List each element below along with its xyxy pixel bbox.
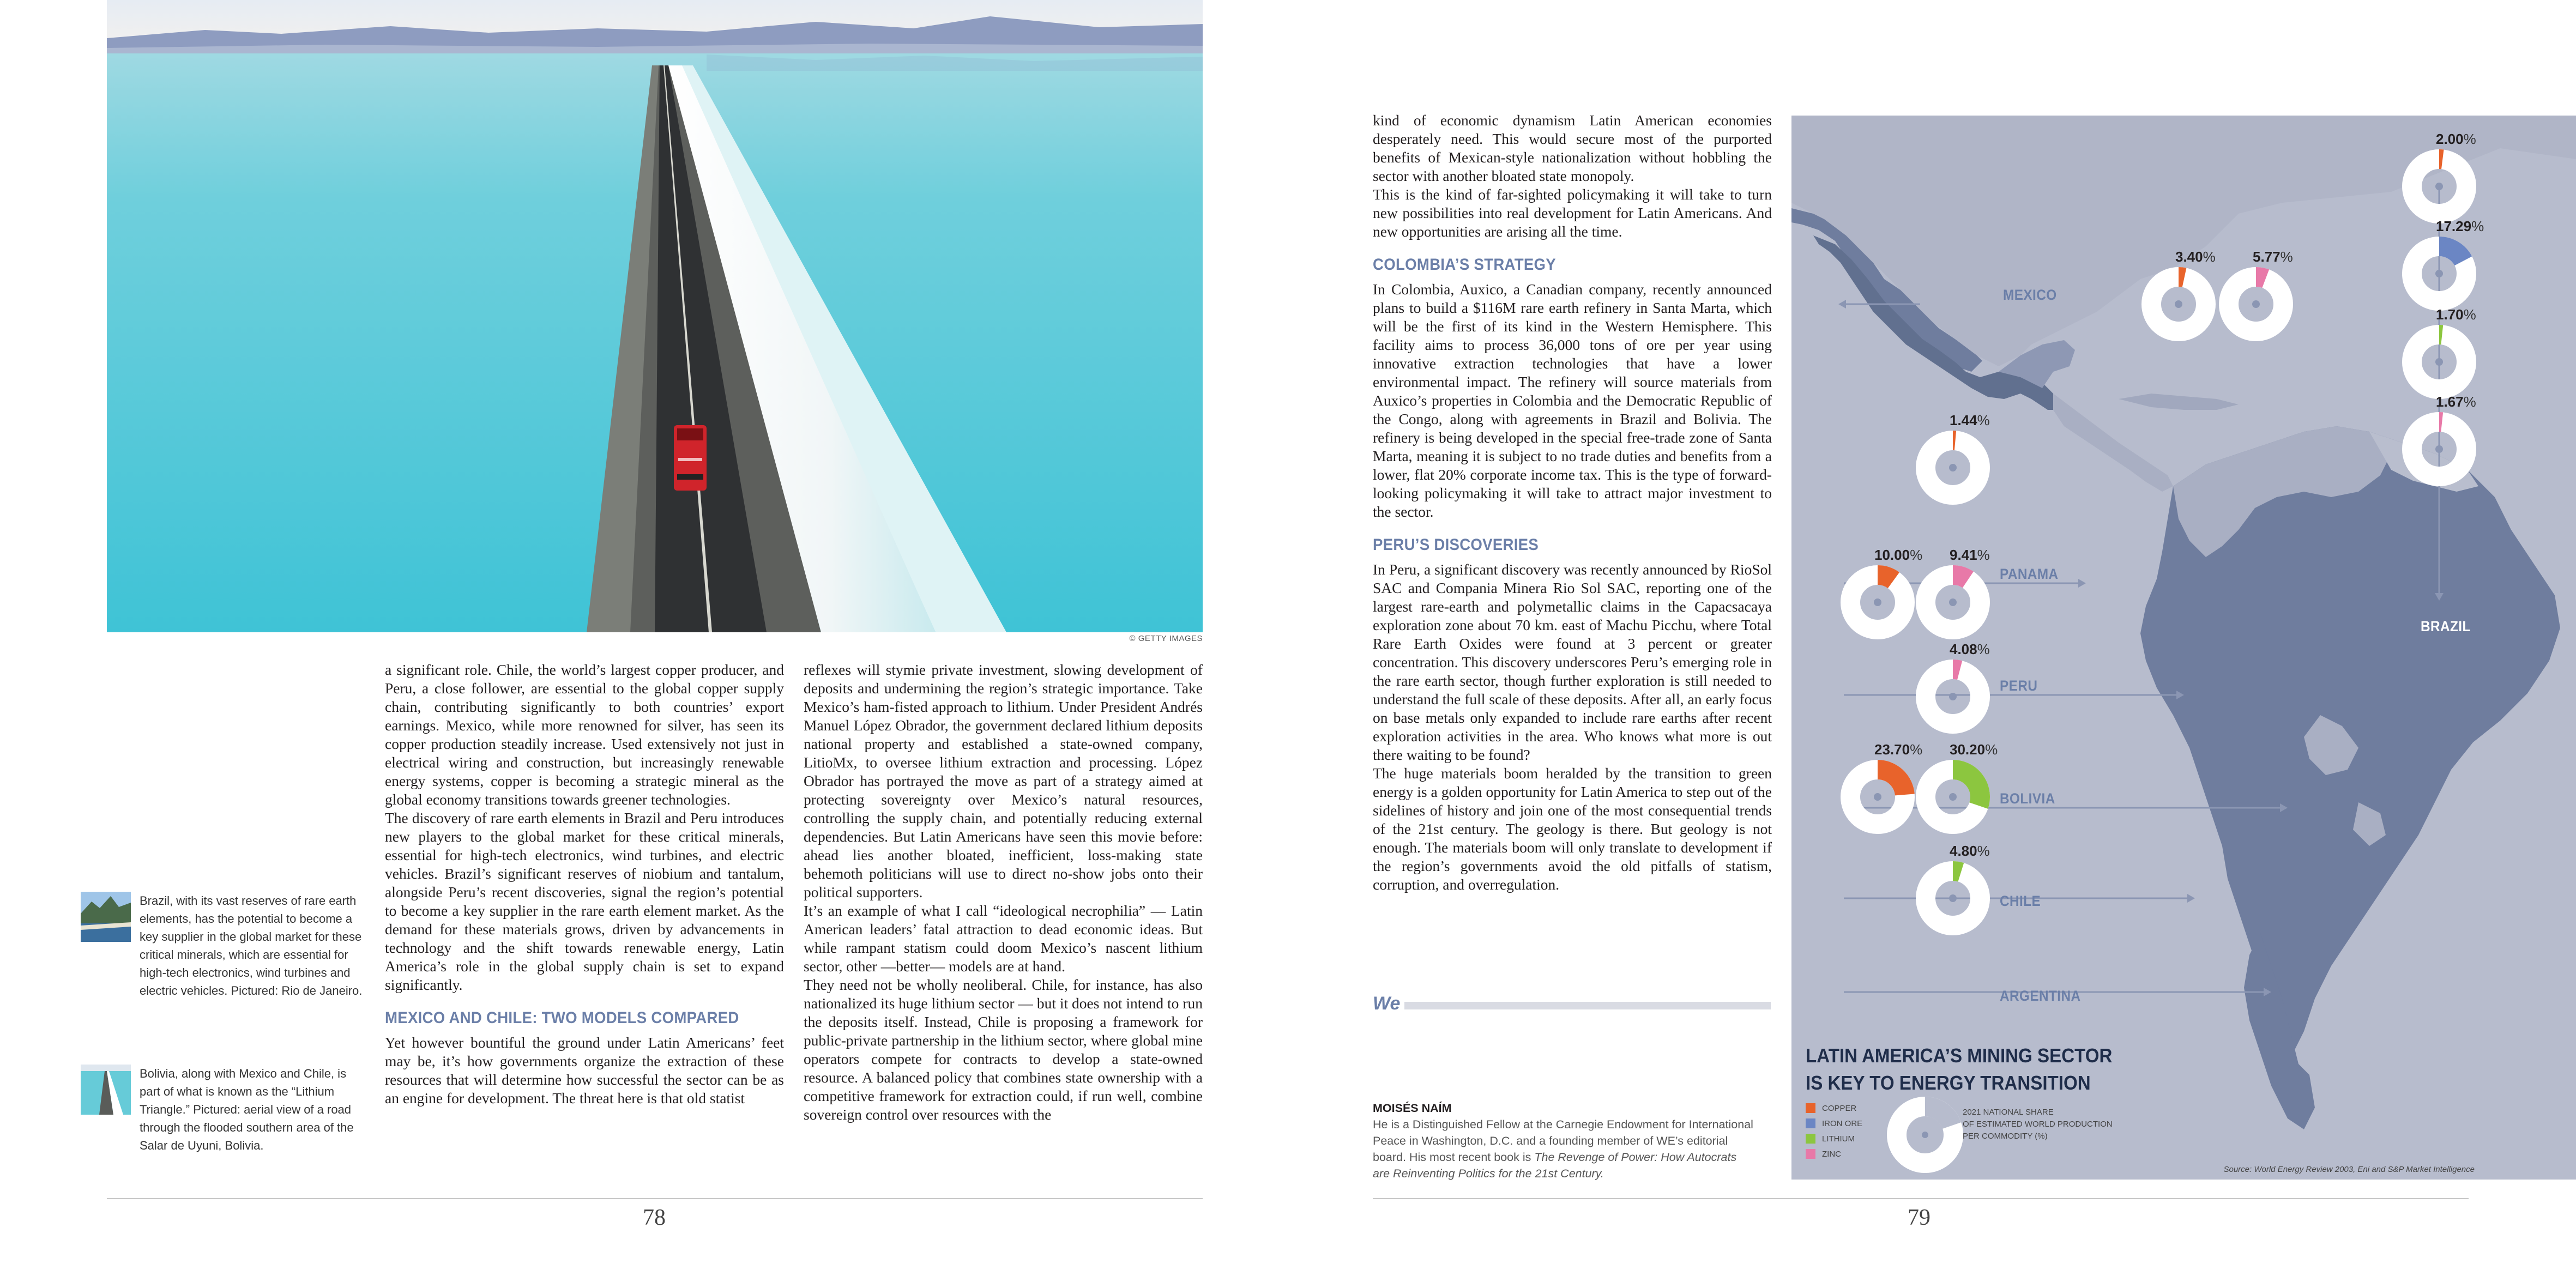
donut-center [2435,358,2443,366]
section-heading: MEXICO AND CHILE: TWO MODELS COMPARED [385,1009,739,1027]
value-number: 30.20 [1950,741,1986,758]
value-number: 9.41 [1950,547,1977,563]
value-number: 4.08 [1950,641,1977,657]
legend-note-line-2: OF ESTIMATED WORLD PRODUCTION [1963,1120,2113,1129]
value-label-peru-copper [1874,547,1922,564]
value-number: 5.77 [2253,249,2281,265]
value-label-chile-lithium [1950,741,1998,758]
value-unit: % [2463,131,2476,147]
value-unit: % [1910,741,1923,758]
value-unit: % [2463,306,2476,323]
legend-item-copper [1806,1103,1856,1113]
donut-mexico-copper [2151,277,2206,331]
legend-label: LITHIUM [1822,1134,1855,1144]
title-line-2: IS KEY TO ENERGY TRANSITION [1806,1072,2091,1094]
value-label-brazil-zinc [2436,394,2476,410]
value-label-brazil-iron-ore [2436,218,2484,235]
thumbnail-rio-de-janeiro [81,892,131,942]
section-heading: PERU’S DISCOVERIES [1373,536,1539,554]
label-panama: PANAMA [2000,566,2059,582]
value-unit: % [2463,394,2476,410]
value-unit: % [1977,547,1990,563]
value-unit: % [1977,641,1990,657]
value-label-panama-copper [1950,412,1990,429]
value-label-brazil-copper [2436,131,2476,148]
value-number: 2.00 [2436,131,2464,147]
map-shapes [1791,116,2576,1180]
article-column-1 [385,661,784,1108]
paragraph: In Peru, a significant discovery was recently announced by RioSol SAC and Compania Minera Rio Sol SAC, reporting one of the largest rare-earth and polymetallic claims in the Capacsacaya exploration zone about 70 km. east of Machu Picchu, where Total Rare Earth Oxides were found at 3 percent or greater concentration. This discovery underscores Peru’s emerging role in the rare earth sector, though further exploration is still needed to understand the full scale of these deposits. After all, an early focus on base metals only expanded to include rare earths after recent exploration activities in the area. Who knows what more is out there waiting to be found? [1373,561,1772,763]
donut-center [2435,445,2443,453]
donut-brazil-copper [2412,159,2466,214]
donut-center [1949,693,1957,700]
donut-slice-peru-copper [1878,575,1893,580]
donut-center [2435,270,2443,277]
donut-mexico-zinc [2229,277,2283,331]
paragraph: In Colombia, Auxico, a Canadian company, recently announced plans to build a $116M rare earth refinery in Santa Marta, which will be the first of its kind in the Western Hemisphere. This facility aims to process 36,000 tons of ore per year using innovative extraction technologies that have a lower environmental impact. The refinery will source materials from Auxico’s properties in Colombia and the Democratic Republic of the Congo, along with agreements in Brazil and Bolivia. The refinery is being developed in the special free-trade zone of Santa Marta, meaning it is subject to no trade duties and benefits from a lower, flat 20% corporate income tax. This is the type of forward-looking policymaking it will take to attract major investment to the sector. [1373,281,1772,520]
value-number: 1.67 [2436,394,2464,410]
author-book-title: The Revenge of Power: How Autocrats are Reinventing Politics for the 21st Century. [1373,1151,1737,1180]
map-central-america [2053,394,2173,492]
donut-slice-bolivia-zinc [1953,669,1960,670]
donut-center [2252,300,2260,308]
red-truck [674,425,707,491]
we-logo: We [1373,993,1401,1014]
donut-chile-lithium [1926,770,1980,824]
value-unit: % [1910,547,1923,563]
chart-source: Source: World Energy Review 2003, Eni and S&P Market Intelligence [2223,1165,2475,1174]
paragraph: a significant role. Chile, the world’s largest copper producer, and Peru, a close follower, are essential to the global copper supply chain, contributing significantly to both countries’ export earnings. Mexico, while more renowned for silver, has seen its copper production steadily increase. Used extensively not just in electrical wiring and construction, but increasingly renewable energy systems, copper is becoming a strategic mineral as the global economy transitions towards greener technologies. [385,661,784,808]
donut-slice-mexico-zinc [2256,277,2266,279]
donut-brazil-zinc [2412,422,2466,476]
label-peru: PERU [2000,678,2038,694]
paragraph: This is the kind of far-sighted policymaking it will take to turn new possibilities into real development for Latin Americans. And new opportunities are arising all the time. [1373,186,1772,240]
donut-brazil-iron-ore [2412,246,2466,301]
article-column-2 [804,661,1203,1124]
footer-rule-right [1373,1198,2469,1199]
donut-center [1949,598,1957,606]
donut-center [2435,183,2443,190]
map-cuba [2119,394,2239,410]
donut-slice-peru-zinc [1953,575,1968,579]
legend-note-line-1: 2021 NATIONAL SHARE [1963,1108,2054,1117]
value-label-bolivia-zinc [1950,641,1990,658]
donut-center [1949,894,1957,902]
value-unit: % [1977,412,1990,428]
infographic-map [1791,116,2576,1180]
label-argentina: ARGENTINA [2000,988,2081,1004]
donut-slice-chile-copper [1878,770,1905,795]
value-label-mexico-copper [2175,249,2216,265]
photo-credit: © GETTY IMAGES [1129,634,1203,643]
label-brazil: BRAZIL [2421,618,2471,634]
donut-brazil-lithium [2412,335,2466,389]
paragraph: reflexes will stymie private investment, slowing development of deposits and undermining the region’s strategic importance. Take Mexico’s ham-fisted approach to lithium. Under President Andrés Manuel López Obrador, the government declared lithium deposits national property and established a state-owned company, LitioMx, to oversee lithium extraction and processing. López Obrador has portrayed the move as part of a strategy aimed at protecting sovereignty over Mexico’s natural resources, controlling the supply chain, and potentially reducing external dependencies. But Latin Americans have seen this movie before: ahead lies another bloated, inefficient, loss-making state behemoth politicians will use to direct no-show jobs onto their political supporters. [804,661,1203,900]
legend-donut [1897,1106,1953,1163]
legend-note [1963,1106,2126,1142]
donut-chile-copper [1850,770,1905,824]
we-rule [1404,1002,1771,1009]
legend-item-iron-ore [1806,1118,1862,1128]
donut-center [1949,793,1957,801]
thumbnail-salar-de-uyuni [81,1065,131,1115]
donut-center [1949,464,1957,471]
author-bio [1373,1100,1754,1182]
value-unit: % [2280,249,2293,265]
label-bolivia: BOLIVIA [2000,790,2055,807]
page-number-left: 78 [643,1205,666,1230]
value-label-peru-zinc [1950,547,1990,564]
caption-text: Bolivia, along with Mexico and Chile, is part of what is known as the “Lithium Triangle.” Pictured: aerial view of a road through the flooded southern area of the Salar de Uyuni, Bolivia. [140,1067,354,1152]
paragraph: The huge materials boom heralded by the transition to green energy is a golden opportunity for Latin America to step out of the sidelines of history and join one of the most consequential trends of the 21st century. The geology is there. But geology is not enough. The materials boom will only translate to development if the region’s governments avoid the old pitfalls of statism, corruption, and overregulation. [1373,765,1772,893]
paragraph: They need not be wholly neoliberal. Chile, for instance, has also nationalized its huge lithium sector — but it does not intend to run the deposits itself. Instead, Chile is proposing a framework for public-private partnership in the lithium sector, where global mine operators compete for contracts to develop a state-owned resource. A balanced policy that combines state ownership with a competitive framework for extraction could, if run well, combine sovereign control over resources with the [804,976,1203,1123]
value-label-argentina-lithium [1950,843,1990,860]
donut-center [1874,598,1881,606]
legend-item-zinc [1806,1149,1841,1159]
salt-flat-illustration [107,0,1203,632]
value-number: 23.70 [1874,741,1910,758]
donut-argentina-lithium [1926,871,1980,926]
hero-photo-salt-flat-road [107,0,1203,632]
value-number: 10.00 [1874,547,1910,563]
we-end-mark [1373,993,1771,1014]
paragraph: The discovery of rare earth elements in Brazil and Peru introduces new players to the global market for these critical minerals, essential for high-tech electronics, wind turbines, and electric vehicles. Brazil’s significant reserves of niobium and tantalum, alongside Peru’s recent discoveries, signal the region’s potential to become a key supplier in the rare earth element market. As the demand for these materials grows, driven by advancements in technology and the shift towards renewable energy, Latin America’s role in the global supply chain is set to expand significantly. [385,809,784,993]
donut-slice-chile-lithium [1953,770,1980,806]
paragraph: It’s an example of what I call “ideological necrophilia” — Latin American leaders’ fatal attraction to dead economic ideas. But while rampant statism could doom Mexico’s nascent lithium sector, other —better— models are at hand. [804,902,1203,975]
author-name: MOISÉS NAÍM [1373,1102,1452,1115]
legend-swatch [1806,1103,1815,1113]
paragraph: kind of economic dynamism Latin American economies desperately need. This would secure most of the purported benefits of Mexican-style nationalization without hobbling the sector with another bloated state monopoly. [1373,112,1772,184]
title-line-1: LATIN AMERICA’S MINING SECTOR [1806,1044,2113,1067]
value-unit: % [2203,249,2216,265]
legend-swatch [1806,1134,1815,1144]
value-unit: % [2471,218,2484,234]
label-chile: CHILE [2000,893,2041,909]
value-number: 17.29 [2436,218,2472,234]
legend-label: IRON ORE [1822,1118,1863,1128]
value-number: 1.44 [1950,412,1977,428]
footer-rule-left [107,1198,1203,1199]
section-heading: COLOMBIA’S STRATEGY [1373,256,1556,274]
value-label-brazil-lithium [2436,306,2476,323]
value-number: 4.80 [1950,843,1977,859]
donut-bolivia-zinc [1926,669,1980,724]
author-bio-text: He is a Distinguished Fellow at the Carnegie Endowment for International Peace in Washington, D.C. and a founding member of WE’s editorial board. His most recent book is [1373,1118,1753,1164]
value-unit: % [1985,741,1998,758]
donut-slice-brazil-iron-ore [2439,246,2463,261]
donut-peru-zinc [1926,575,1980,630]
donut-center [1874,793,1881,801]
donut-center [2175,300,2182,308]
legend-label: ZINC [1822,1149,1841,1159]
label-mexico: MEXICO [2003,287,2057,303]
legend-swatch [1806,1149,1815,1159]
value-unit: % [1977,843,1990,859]
article-column-3 [1373,111,1772,894]
value-label-chile-copper [1874,741,1922,758]
value-number: 1.70 [2436,306,2464,323]
legend-item-lithium [1806,1134,1855,1144]
legend-note-line-3: PER COMMODITY (%) [1963,1132,2048,1141]
donut-slice-argentina-lithium [1953,871,1961,872]
paragraph: Yet however bountiful the ground under Latin Americans’ feet may be, it’s how governments organize the extraction of these resources that will determine how successful the sector can be as an engine for development. The threat here is that old statist [385,1034,784,1106]
legend-label: COPPER [1822,1103,1857,1113]
legend-swatch [1806,1118,1815,1128]
value-label-mexico-zinc [2253,249,2293,265]
donut-panama-copper [1926,440,1980,495]
caption-text: Brazil, with its vast reserves of rare earth elements, has the potential to become a key supplier in the global market for these critical minerals, which are essential for high-tech electronics, wind turbines and electric vehicles. Pictured: Rio de Janeiro. [140,894,363,997]
page-number-right: 79 [1908,1205,1931,1230]
value-number: 3.40 [2175,249,2203,265]
donut-peru-copper [1850,575,1905,630]
infographic-title [1806,1042,2112,1097]
